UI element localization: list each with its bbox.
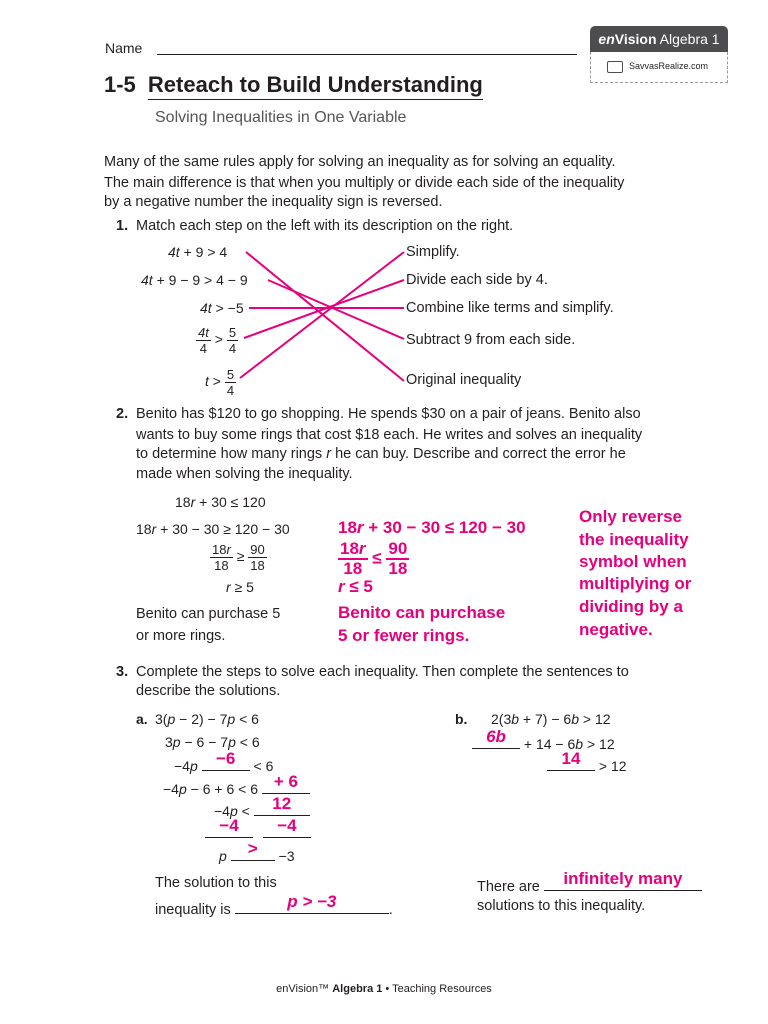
frac-den: 18: [250, 558, 265, 573]
q3b-answer: infinitely many: [563, 869, 683, 888]
q3a-fill: −4: [219, 816, 239, 835]
frac-den: 18: [343, 558, 363, 578]
q2-prompt-line: made when solving the inequality.: [136, 466, 353, 482]
frac-op: ≥: [236, 548, 245, 565]
q2-statement-line: Benito can purchase 5: [136, 606, 281, 622]
q3b-answer-blank[interactable]: [544, 869, 702, 891]
footer-rest: • Teaching Resources: [382, 983, 492, 995]
q3-prompt-line: Complete the steps to solve each inequality. Then complete the sentences to: [136, 664, 629, 680]
q2-answer-note: symbol when: [579, 552, 687, 571]
q3a-fill: + 6: [273, 772, 298, 791]
site-url: SavvasRealize.com: [629, 61, 709, 71]
q3a-line: −4p < 12: [214, 801, 310, 819]
q3a-line: p > −3: [219, 839, 295, 864]
intro-line: by a negative number the inequality sign is reversed.: [104, 194, 443, 210]
q2-answer-note: the inequality: [579, 530, 689, 549]
q2-answer-note: dividing by a: [579, 597, 683, 616]
q3-prompt-line: describe the solutions.: [136, 683, 281, 699]
q1-prompt: Match each step on the left with its description on the right.: [136, 218, 514, 234]
q3a-blank-2[interactable]: [262, 772, 310, 794]
q3a-text: < 6: [253, 758, 274, 774]
q3b-blank-1[interactable]: [472, 727, 520, 749]
q2-statement-line: or more rings.: [136, 628, 226, 644]
q3a-fill: >: [247, 839, 258, 858]
brand-course: Algebra 1: [659, 31, 720, 47]
q3b-text: + 14 − 6b > 12: [523, 736, 615, 752]
q3a-fill: 12: [272, 794, 292, 813]
lesson-number: 1-5: [104, 72, 136, 97]
q2-number: 2.: [116, 406, 129, 422]
q3a-blank-3[interactable]: [254, 794, 310, 816]
q2-work-line: 18r + 30 − 30 ≥ 120 − 30: [136, 521, 290, 537]
q3a-label: a.: [136, 711, 148, 727]
footer-brand: enVision™: [276, 983, 330, 995]
q3a-line: 3p − 6 − 7p < 6: [165, 734, 260, 750]
q3a-line: −4p −6 < 6: [174, 749, 274, 774]
q3a-blank-4[interactable]: [205, 816, 253, 838]
q3b-line: [547, 749, 627, 774]
frac-op: ≤: [372, 548, 382, 568]
q3b-sentence: solutions to this inequality.: [477, 898, 646, 914]
q1-right-desc: Original inequality: [406, 372, 522, 388]
q2-answer-work: 18r + 30 − 30 ≤ 120 − 30: [338, 518, 526, 537]
q3a-sentence: The solution to this: [155, 875, 277, 891]
q3b-label: b.: [455, 711, 468, 727]
q1-number: 1.: [116, 218, 129, 234]
q3b-fill: 14: [561, 749, 581, 768]
q3a-sentence-text: inequality is: [155, 902, 231, 918]
page-subtitle: Solving Inequalities in One Variable: [155, 109, 407, 126]
q3a-line: −4p − 6 + 6 < 6 + 6: [163, 779, 310, 797]
q1-left-step: 4t > −5: [200, 300, 244, 316]
q2-prompt-line: wants to buy some rings that cost $18 each. He writes and solves an inequality: [136, 427, 643, 443]
q3b-blank-2[interactable]: [547, 749, 595, 771]
q3b-fill: 6b: [486, 727, 506, 746]
q3a-fill: −6: [215, 749, 236, 768]
q3b-sentence: [477, 869, 702, 895]
name-label: Name: [105, 40, 143, 56]
q1-right-desc: Divide each side by 4.: [406, 272, 548, 288]
q1-right-desc: Combine like terms and simplify.: [406, 300, 614, 316]
intro-line: Many of the same rules apply for solving an inequality as for solving an equality.: [104, 154, 616, 170]
q3a-line: 3(p − 2) − 7p < 6: [155, 711, 259, 727]
footer-course: Algebra 1: [332, 983, 383, 995]
q3-number: 3.: [116, 664, 129, 680]
q2-work-line: r ≥ 5: [226, 579, 254, 595]
q1-left-step: t > $\frac{5}{4}$: [205, 367, 235, 398]
page-footer: [0, 983, 768, 995]
q3b-line: 2(3b + 7) − 6b > 12: [491, 711, 611, 727]
intro-line: The main difference is that when you multiply or divide each side of the inequality: [104, 175, 625, 191]
q1-left-step: 4t + 9 > 4: [168, 244, 228, 260]
q3a-fill: −4: [277, 816, 297, 835]
q2-answer-statement: 5 or fewer rings.: [338, 626, 470, 645]
q3b-text: > 12: [598, 758, 627, 774]
brand-vision: Vision: [614, 31, 657, 47]
q3a-sentence-end: .: [388, 902, 393, 918]
q2-answer-note: multiplying or: [579, 574, 692, 593]
q2-answer-note: Only reverse: [579, 507, 683, 526]
q2-answer-statement: Benito can purchase: [338, 603, 506, 622]
q1-left-step: $\frac{4t}{4}$ > $\frac{5}{4}$: [198, 325, 237, 356]
q2-prompt-line: Benito has $120 to go shopping. He spends $30 on a pair of jeans. Benito also: [136, 406, 641, 422]
lesson-title: Reteach to Build Understanding: [148, 72, 483, 100]
q3a-blank-5[interactable]: [263, 816, 311, 838]
q3a-answer: p > −3: [287, 892, 337, 911]
q2-prompt-line: to determine how many rings r he can buy. Describe and correct the error he: [136, 446, 626, 462]
q3a-answer-blank[interactable]: [235, 892, 389, 914]
q2-answer-note: negative.: [579, 620, 653, 639]
q2-work-line: 18r + 30 ≤ 120: [175, 494, 266, 510]
match-line: [240, 252, 404, 378]
frac-num: 90: [250, 542, 265, 557]
q1-right-desc: Simplify.: [406, 244, 460, 260]
q2-answer-fraction: $\frac{18r}{18}$ ≤ $\frac{90}{18}$: [340, 539, 408, 578]
q3a-blank-1[interactable]: [202, 749, 250, 771]
frac-den: 18: [388, 558, 408, 578]
match-line: [268, 280, 404, 339]
q3b-sentence-text: There are: [477, 879, 540, 895]
q1-matching-lines: [0, 0, 768, 420]
q2-work-line: [210, 543, 267, 572]
brand-en: en: [598, 31, 615, 47]
q2-answer-result: r ≤ 5: [338, 577, 373, 596]
q1-left-step: 4t + 9 − 9 > 4 − 9: [141, 272, 248, 288]
q1-right-desc: Subtract 9 from each side.: [406, 332, 576, 348]
frac-den: 18: [214, 558, 229, 573]
q3a-sentence: [155, 892, 393, 918]
frac-num: 90: [388, 539, 408, 558]
frac-num: 18r: [212, 542, 231, 557]
